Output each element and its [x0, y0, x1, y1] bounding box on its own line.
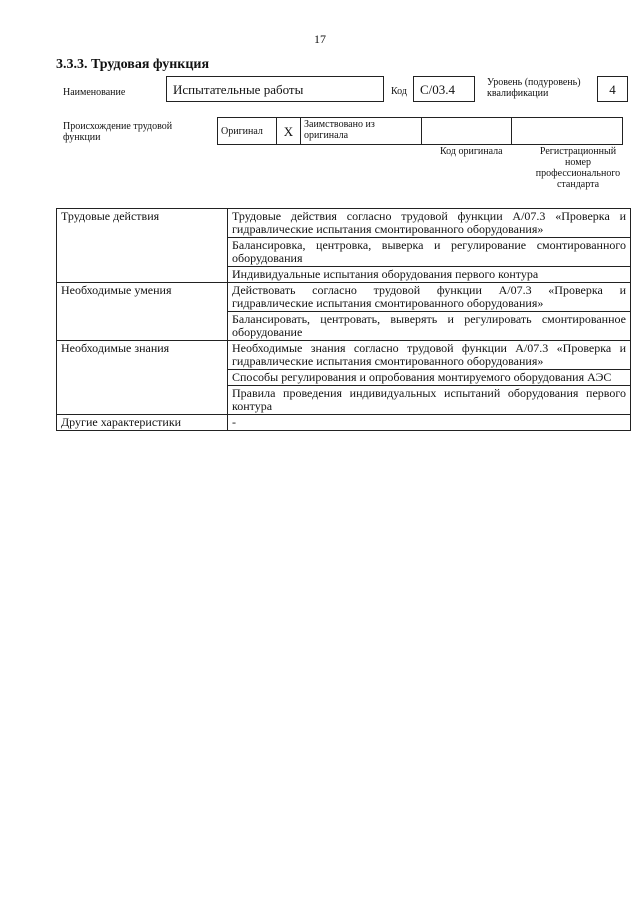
knowledge-item: Необходимые знания согласно трудовой функции А/07.3 «Проверка и гидравлические испытания смонтированного оборудования»	[228, 341, 631, 370]
level-label-line2: квалификации	[487, 88, 549, 99]
knowledge-item: Правила проведения индивидуальных испытаний оборудования первого контура	[228, 386, 631, 415]
name-label: Наименование	[63, 87, 126, 98]
level-value: 4	[597, 76, 628, 102]
code-label: Код	[391, 86, 407, 97]
required-knowledge-label: Необходимые знания	[57, 341, 228, 415]
skill-item: Действовать согласно трудовой функции А/07.3 «Проверка и гидравлические испытания смонтированного оборудования»	[228, 283, 631, 312]
function-table	[56, 208, 631, 431]
other-value: -	[228, 415, 631, 431]
page-number: 17	[314, 32, 326, 46]
origin-label	[63, 121, 172, 143]
code-original-cell	[422, 118, 512, 145]
labor-action-item: Балансировка, центровка, выверка и регулирование смонтированного оборудования	[228, 238, 631, 267]
reg-number-line3: профессионального	[535, 168, 621, 179]
level-label-line1: Уровень (подуровень)	[487, 77, 581, 88]
origin-label-line2: функции	[63, 132, 101, 143]
labor-action-item: Индивидуальные испытания оборудования первого контура	[228, 267, 631, 283]
borrowed-line2: оригинала	[304, 130, 349, 141]
labor-actions-label: Трудовые действия	[57, 209, 228, 283]
borrowed-line1: Заимствовано из	[304, 119, 375, 130]
name-value: Испытательные работы	[166, 76, 384, 102]
required-skills-label: Необходимые умения	[57, 283, 228, 341]
reg-number-line2: номер	[565, 157, 591, 168]
reg-number-cell	[512, 118, 623, 145]
table-row	[57, 415, 631, 431]
reg-number-line4: стандарта	[556, 179, 600, 190]
skill-item: Балансировать, центровать, выверять и регулировать смонтированное оборудование	[228, 312, 631, 341]
origin-label-line1: Происхождение трудовой	[63, 121, 173, 132]
original-label: Оригинал	[218, 118, 277, 145]
original-mark: X	[277, 118, 301, 145]
code-original-caption: Код оригинала	[440, 146, 503, 157]
table-row	[57, 209, 631, 238]
level-label	[487, 77, 581, 99]
table-row	[57, 341, 631, 370]
borrowed-cell	[301, 118, 422, 145]
code-value: С/03.4	[413, 76, 475, 102]
knowledge-item: Способы регулирования и опробования монтируемого оборудования АЭС	[228, 370, 631, 386]
other-label: Другие характеристики	[57, 415, 228, 431]
origin-table	[217, 117, 623, 145]
labor-action-item: Трудовые действия согласно трудовой функции А/07.3 «Проверка и гидравлические испытания смонтированного оборудования»	[228, 209, 631, 238]
section-title: 3.3.3. Трудовая функция	[56, 57, 210, 72]
reg-number-line1: Регистрационный	[539, 146, 617, 157]
reg-number-caption	[523, 146, 633, 190]
table-row	[57, 283, 631, 312]
